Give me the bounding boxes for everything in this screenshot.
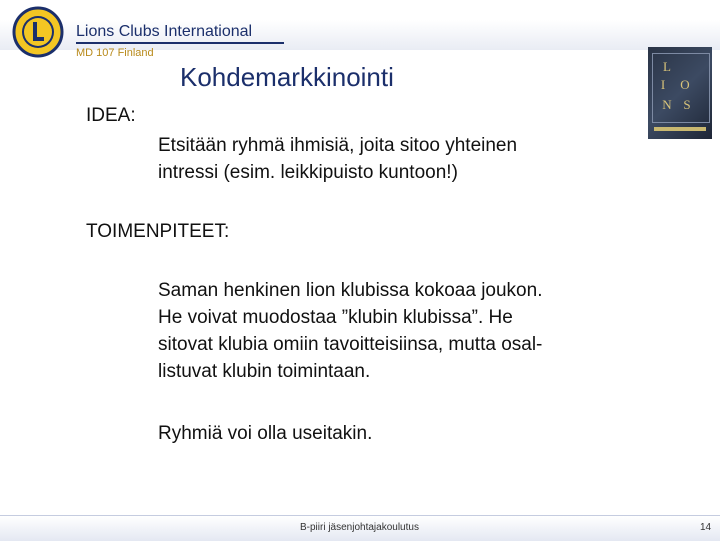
org-subtitle: MD 107 Finland (76, 47, 154, 59)
actions-line: Saman henkinen lion klubissa kokoaa joukon. (158, 280, 543, 301)
lions-logo-icon (12, 6, 64, 58)
actions-line: sitovat klubia omiin tavoitteisiinsa, mutta osal- (158, 334, 543, 355)
actions-line: listuvat klubin toimintaan. (158, 361, 371, 382)
header-divider (76, 42, 284, 44)
page-number: 14 (700, 522, 712, 533)
thumbnail-caption-bar (654, 127, 706, 131)
thumbnail-letter: O (680, 77, 690, 92)
closing-line: Ryhmiä voi olla useitakin. (158, 423, 373, 444)
idea-line: intressi (esim. leikkipuisto kuntoon!) (158, 162, 458, 183)
actions-line: He voivat muodostaa ”klubin klubissa”. He (158, 307, 513, 328)
thumbnail-letter: I (660, 77, 666, 92)
footer-text: B-piiri jäsenjohtajakoulutus (300, 522, 419, 533)
thumbnail-letter: N (662, 97, 672, 112)
thumbnail-letter: L (663, 59, 671, 74)
idea-line: Etsitään ryhmä ihmisiä, joita sitoo yhteinen (158, 135, 518, 156)
thumbnail-letter: S (683, 97, 691, 112)
lions-thumbnail-image (648, 47, 712, 139)
actions-heading: TOIMENPITEET: (86, 221, 230, 242)
org-name: Lions Clubs International (76, 23, 253, 40)
slide-title: Kohdemarkkinointi (180, 62, 394, 92)
idea-heading: IDEA: (86, 105, 136, 126)
